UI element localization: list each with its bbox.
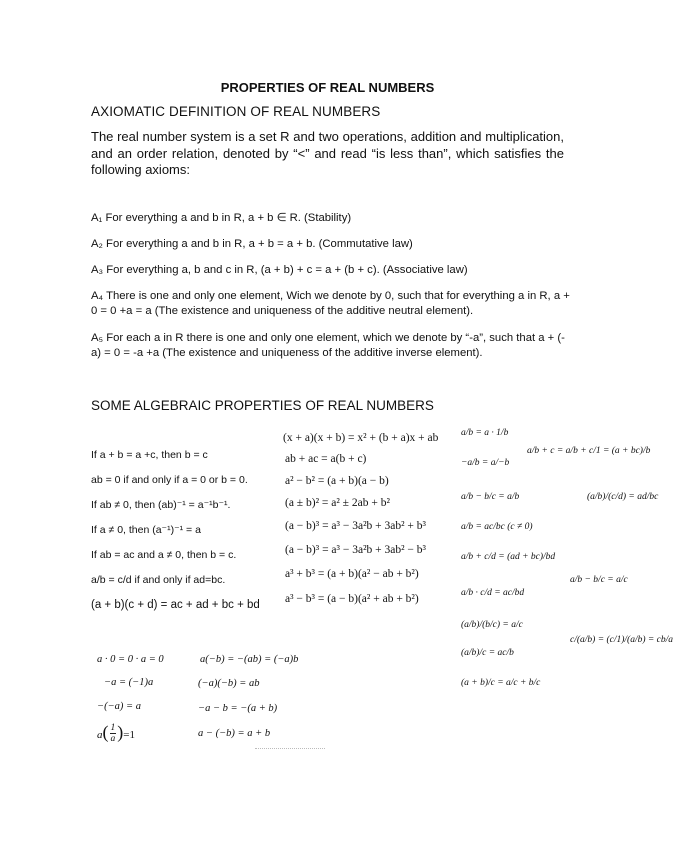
identity-cube-binomial-a: (a − b)³ = a³ − 3a²b + 3ab² + b³ — [285, 520, 426, 532]
faint-divider — [255, 748, 325, 749]
property-double-inverse: If a ≠ 0, then (a⁻¹)⁻¹ = a — [91, 524, 201, 536]
identity-difference-cubes: a³ − b³ = (a − b)(a² + ab + b²) — [285, 593, 419, 605]
identity-distributive: ab + ac = a(b + c) — [285, 453, 367, 465]
axiom-a1: A₁ For everything a and b in R, a + b ∈ R. (Stability) — [91, 212, 352, 224]
fraction-rule-equivalent: a/b = ac/bc (c ≠ 0) — [461, 522, 533, 532]
page-title: PROPERTIES OF REAL NUMBERS — [220, 80, 435, 95]
fraction-rule-common-denominator: (a + b)/c = a/c + b/c — [461, 678, 541, 688]
fraction-rule-divide-fractions: (a/b)/(c/d) = ad/bc — [587, 492, 659, 502]
property-cancellation: If a + b = a +c, then b = c — [91, 449, 208, 461]
identity-binomial-product: (x + a)(x + b) = x² + (b + a)x + ab — [283, 432, 439, 444]
section-heading-axiomatic: AXIOMATIC DEFINITION OF REAL NUMBERS — [91, 104, 381, 119]
identity-cube-binomial-b: (a − b)³ = a³ − 3a²b + 3ab² − b³ — [285, 544, 426, 556]
section-heading-algebraic: SOME ALGEBRAIC PROPERTIES OF REAL NUMBERS — [91, 398, 434, 413]
identity-sum-cubes: a³ + b³ = (a + b)(a² − ab + b²) — [285, 568, 419, 580]
sign-rule-negative-times-negative: (−a)(−b) = ab — [198, 678, 260, 689]
fraction-rule-add-integer: a/b + c = a/b + c/1 = (a + bc)/b — [527, 446, 651, 456]
fraction-rule-sum: a/b + c/d = (ad + bc)/bd — [461, 552, 556, 562]
fraction-rule-reciprocal: a/b = a · 1/b — [461, 428, 509, 438]
sign-rule-double-negative: −(−a) = a — [97, 701, 141, 712]
sign-rule-reciprocal: a( $\frac{1}{a}$ )=1 — [97, 722, 135, 745]
property-zero-product: ab = 0 if and only if a = 0 or b = 0. — [91, 474, 248, 486]
identity-difference-squares: a² − b² = (a + b)(a − b) — [285, 475, 389, 487]
property-multiplicative-cancellation: If ab = ac and a ≠ 0, then b = c. — [91, 549, 237, 561]
axiom-a2: A₂ For everything a and b in R, a + b = a + b. (Commutative law) — [91, 238, 413, 250]
fraction-rule-difference: a/b − b/c = a/b — [461, 492, 520, 502]
sign-rule-negative-sum: −a − b = −(a + b) — [198, 703, 278, 714]
axiom-a5: A₅ For each a in R there is one and only one element, which we denote by “-a”, such that a + (-a) = 0 = -a +a (The existence and uniqueness of the additive inverse element). — [91, 332, 565, 359]
fraction-rule-complex: (a/b)/(b/c) = a/c — [461, 620, 523, 630]
axiom-a3: A₃ For everything a, b and c in R, (a + b) + c = a + (b + c). (Associative law) — [91, 264, 468, 276]
fraction-rule-faded: a/b − b/c = a/c — [570, 575, 628, 585]
sign-rule-negative-one: −a = (−1)a — [104, 677, 154, 688]
fraction-rule-product: a/b · c/d = ac/bd — [461, 588, 525, 598]
property-fraction-equality: a/b = c/d if and only if ad=bc. — [91, 574, 226, 586]
property-foil: (a + b)(c + d) = ac + ad + bc + bd — [91, 599, 260, 611]
sign-rule-negative-product: a(−b) = −(ab) = (−a)b — [200, 654, 299, 665]
fraction-rule-negative: −a/b = a/−b — [461, 458, 510, 468]
identity-square-binomial: (a ± b)² = a² ± 2ab + b² — [285, 497, 390, 509]
sign-rule-zero: a · 0 = 0 · a = 0 — [97, 654, 164, 665]
fraction-rule-divide-by-integer: (a/b)/c = ac/b — [461, 648, 514, 658]
fraction-rule-integer-over-fraction: c/(a/b) = (c/1)/(a/b) = cb/a — [570, 635, 673, 645]
sign-rule-subtract-negative: a − (−b) = a + b — [198, 728, 271, 739]
property-inverse-product: If ab ≠ 0, then (ab)⁻¹ = a⁻¹b⁻¹. — [91, 499, 231, 511]
intro-paragraph: The real number system is a set R and two operations, addition and multiplication, and an order relation, denoted by “<” and read “is less than”, which satisfies the following axioms: — [91, 129, 564, 177]
axiom-a4: A₄ There is one and only one element, Wich we denote by 0, such that for everything a in R, a + 0 = 0 +a = a (The existence and uniqueness of the additive neutral element). — [91, 290, 570, 317]
